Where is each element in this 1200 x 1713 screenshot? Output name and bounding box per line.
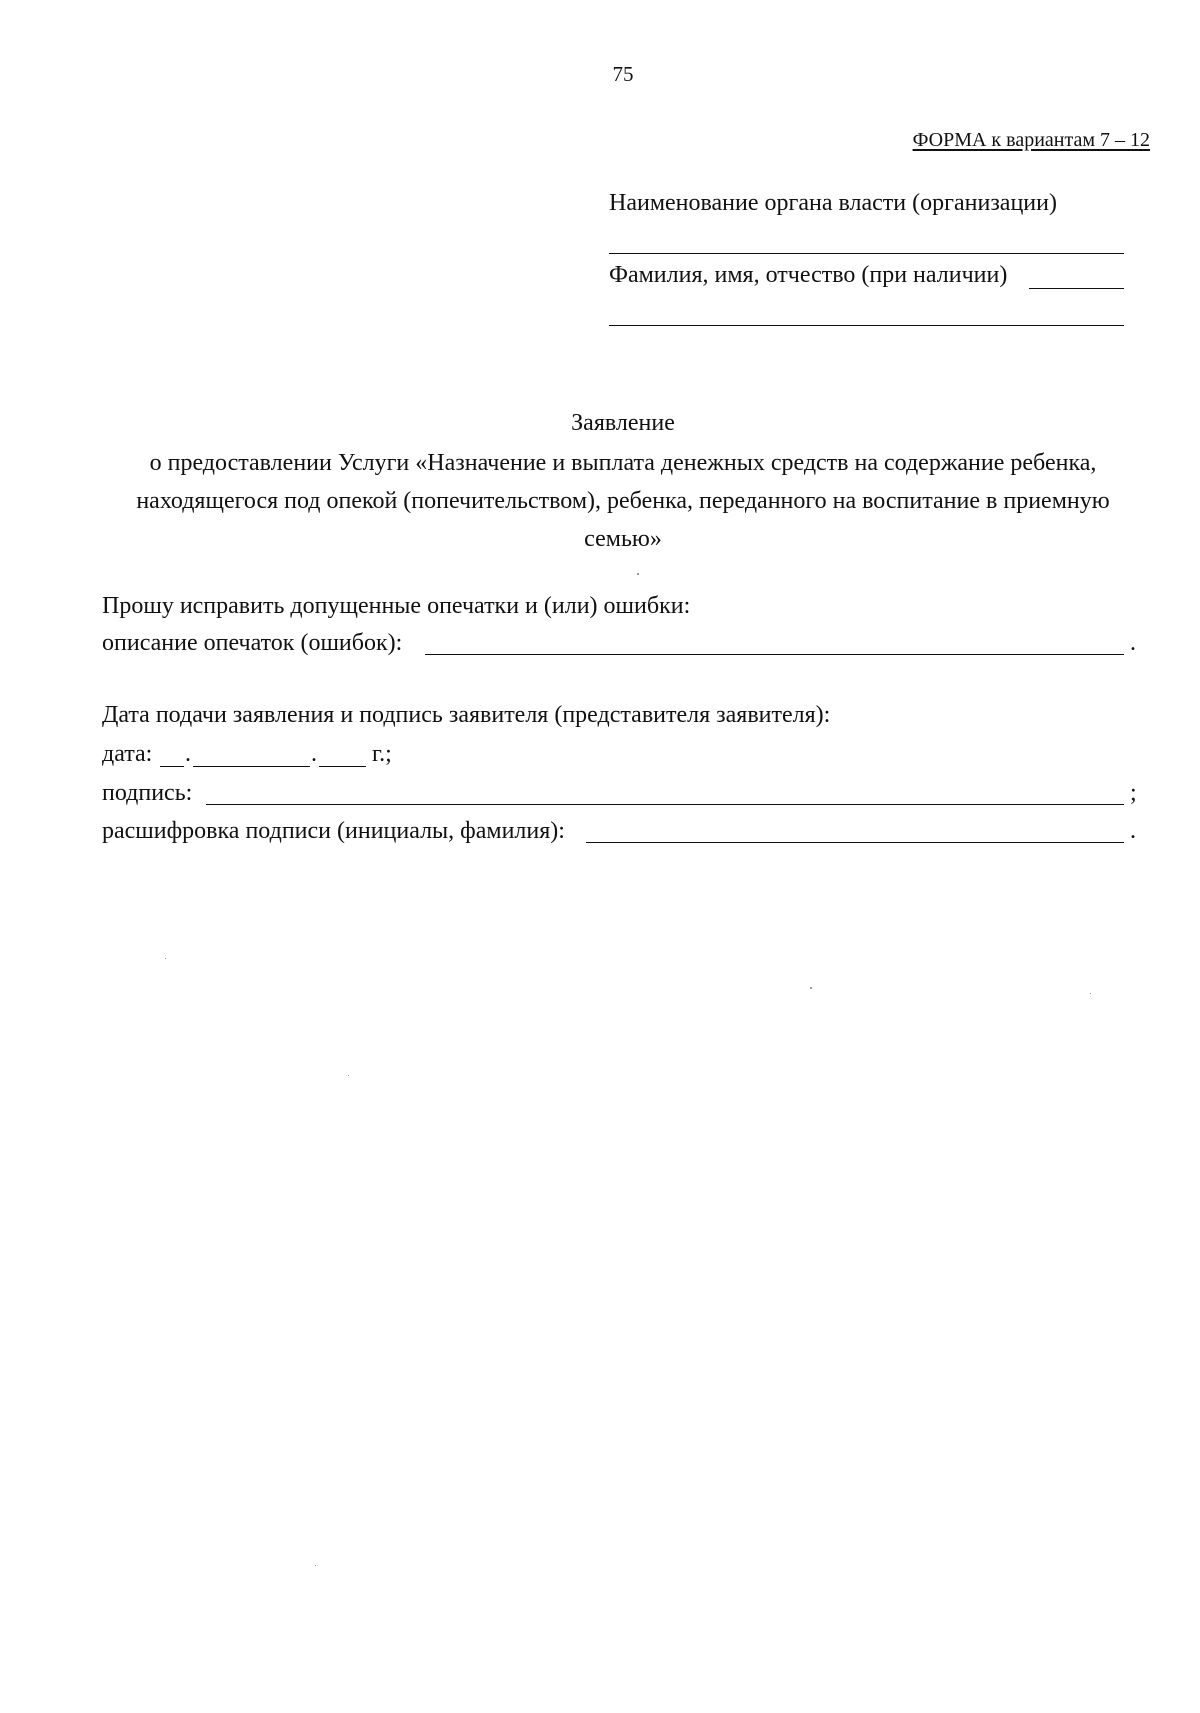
authority-name-field[interactable] [609,253,1124,254]
scan-speck [165,958,166,959]
error-description-label: описание опечаток (ошибок): [102,630,403,656]
date-separator-2: . [311,741,317,767]
signature-block-heading: Дата подачи заявления и подпись заявителя (представителя заявителя): [102,702,831,728]
signature-decoding-end: . [1130,818,1136,844]
date-label: дата: [102,741,153,767]
date-separator-1: . [185,741,191,767]
scan-speck [637,573,639,575]
scan-speck [1090,993,1091,994]
statement-title: Заявление [571,410,675,436]
scan-speck [315,1565,316,1566]
signature-decoding-field[interactable] [586,842,1124,843]
signature-decoding-label: расшифровка подписи (инициалы, фамилия): [102,818,565,844]
date-year-suffix: г.; [372,741,392,767]
error-description-field[interactable] [425,654,1124,655]
applicant-fio-label: Фамилия, имя, отчество (при наличии) [609,262,1008,288]
signature-end: ; [1130,780,1137,806]
error-description-end: . [1130,630,1136,656]
applicant-fio-field-continuation[interactable] [609,325,1124,326]
date-day-field[interactable] [160,766,184,767]
date-month-field[interactable] [193,766,310,767]
form-reference: ФОРМА к вариантам 7 – 12 [912,129,1150,151]
date-year-field[interactable] [319,766,366,767]
scan-speck [348,1075,349,1076]
applicant-fio-field[interactable] [1029,288,1124,289]
authority-name-label: Наименование органа власти (организации) [609,190,1057,216]
signature-label: подпись: [102,780,193,806]
correction-request: Прошу исправить допущенные опечатки и (или) ошибки: [102,593,691,619]
signature-field[interactable] [206,804,1124,805]
statement-subtitle: о предоставлении Услуги «Назначение и выплата денежных средств на содержание ребенка, находящегося под опекой (попечительством), ребенка, переданного на воспитание в приемную семью» [136,450,1110,552]
page-number: 75 [612,62,634,86]
scan-speck [810,987,812,989]
